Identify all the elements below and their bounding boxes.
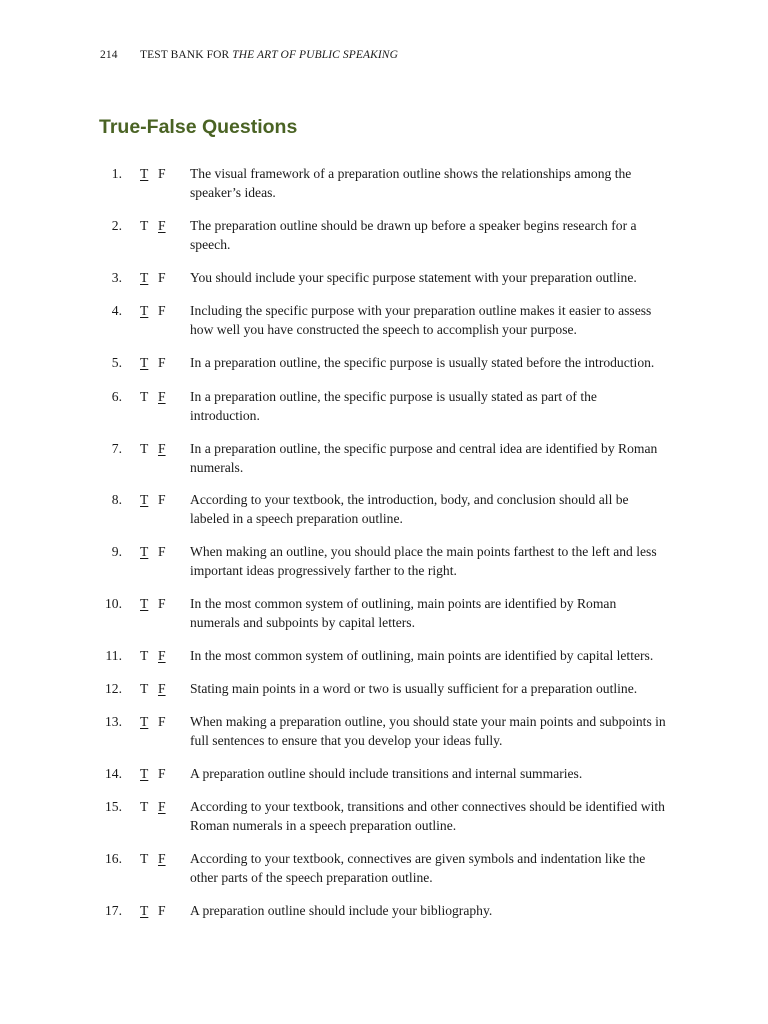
question-text: According to your textbook, connectives are given symbols and indentation like the other parts of the speech preparation outline. — [190, 851, 646, 885]
question-text: In the most common system of outlining, main points are identified by capital letters. — [190, 648, 654, 663]
answer-false: F — [158, 492, 166, 507]
question-text: Including the specific purpose with your preparation outline makes it easier to assess how well you have constructed the speech to accomplish your purpose. — [190, 303, 652, 337]
question-text: In a preparation outline, the specific purpose and central idea are identified by Roman numerals. — [190, 441, 658, 475]
question-text: When making a preparation outline, you should state your main points and subpoints in full sentences to ensure that you develop your ideas fully. — [190, 714, 666, 748]
question-number: 17. — [105, 903, 122, 918]
answer-true: T — [140, 270, 149, 285]
question-number: 8. — [111, 492, 122, 507]
question-number: 9. — [111, 544, 122, 559]
question-text: The preparation outline should be drawn up before a speaker begins research for a speech. — [190, 218, 637, 252]
answer-true: T — [140, 389, 149, 404]
answer-true: T — [140, 799, 149, 814]
answer-true: T — [140, 303, 149, 318]
question-number: 1. — [111, 166, 122, 181]
answer-false: F — [158, 218, 166, 233]
answer-false: F — [158, 681, 166, 696]
answer-false: F — [158, 166, 166, 181]
question-number: 3. — [111, 270, 122, 285]
answer-false: F — [158, 903, 166, 918]
answer-true: T — [140, 218, 149, 233]
answer-true: T — [140, 596, 149, 611]
question-text: A preparation outline should include transitions and internal summaries. — [190, 766, 583, 781]
answer-true: T — [140, 648, 149, 663]
question-number: 15. — [105, 799, 122, 814]
answer-true: T — [140, 903, 149, 918]
page-number: 214 — [100, 49, 118, 61]
answer-false: F — [158, 389, 166, 404]
answer-false: F — [158, 303, 166, 318]
running-head-prefix: TEST BANK FOR — [140, 49, 233, 61]
section-title: True-False Questions — [99, 116, 298, 138]
answer-true: T — [140, 851, 149, 866]
answer-false: F — [158, 714, 166, 729]
answer-false: F — [158, 766, 166, 781]
question-number: 10. — [105, 596, 122, 611]
question-number: 5. — [111, 355, 122, 370]
book-title: THE ART OF PUBLIC SPEAKING — [232, 49, 398, 61]
answer-true: T — [140, 166, 149, 181]
answer-false: F — [158, 648, 166, 663]
answer-false: F — [158, 596, 166, 611]
answer-false: F — [158, 544, 166, 559]
question-number: 16. — [105, 851, 122, 866]
question-text: In the most common system of outlining, main points are identified by Roman numerals and subpoints by capital letters. — [190, 596, 617, 630]
question-text: According to your textbook, the introduction, body, and conclusion should all be labeled in a speech preparation outline. — [190, 492, 629, 526]
answer-true: T — [140, 714, 149, 729]
question-text: In a preparation outline, the specific purpose is usually stated before the introduction. — [190, 355, 655, 370]
question-text: A preparation outline should include your bibliography. — [190, 903, 493, 918]
question-text: You should include your specific purpose statement with your preparation outline. — [190, 270, 637, 285]
answer-false: F — [158, 270, 166, 285]
answer-true: T — [140, 355, 149, 370]
question-number: 4. — [111, 303, 122, 318]
question-text: Stating main points in a word or two is usually sufficient for a preparation outline. — [190, 681, 638, 696]
question-text: According to your textbook, transitions and other connectives should be identified with Roman numerals in a speech preparation outline. — [190, 799, 665, 833]
answer-true: T — [140, 544, 149, 559]
question-number: 6. — [111, 389, 122, 404]
answer-true: T — [140, 681, 149, 696]
question-text: The visual framework of a preparation outline shows the relationships among the speaker’s ideas. — [190, 166, 632, 200]
question-number: 12. — [105, 681, 122, 696]
question-text: When making an outline, you should place the main points farthest to the left and less important ideas progressively farther to the right. — [190, 544, 657, 578]
answer-false: F — [158, 355, 166, 370]
question-number: 11. — [105, 648, 122, 663]
answer-true: T — [140, 492, 149, 507]
question-number: 7. — [111, 441, 122, 456]
question-number: 13. — [105, 714, 122, 729]
question-number: 14. — [105, 766, 122, 781]
answer-true: T — [140, 766, 149, 781]
answer-false: F — [158, 851, 166, 866]
answer-false: F — [158, 799, 166, 814]
question-number: 2. — [111, 218, 122, 233]
answer-true: T — [140, 441, 149, 456]
answer-false: F — [158, 441, 166, 456]
question-text: In a preparation outline, the specific purpose is usually stated as part of the introduction. — [190, 389, 597, 423]
